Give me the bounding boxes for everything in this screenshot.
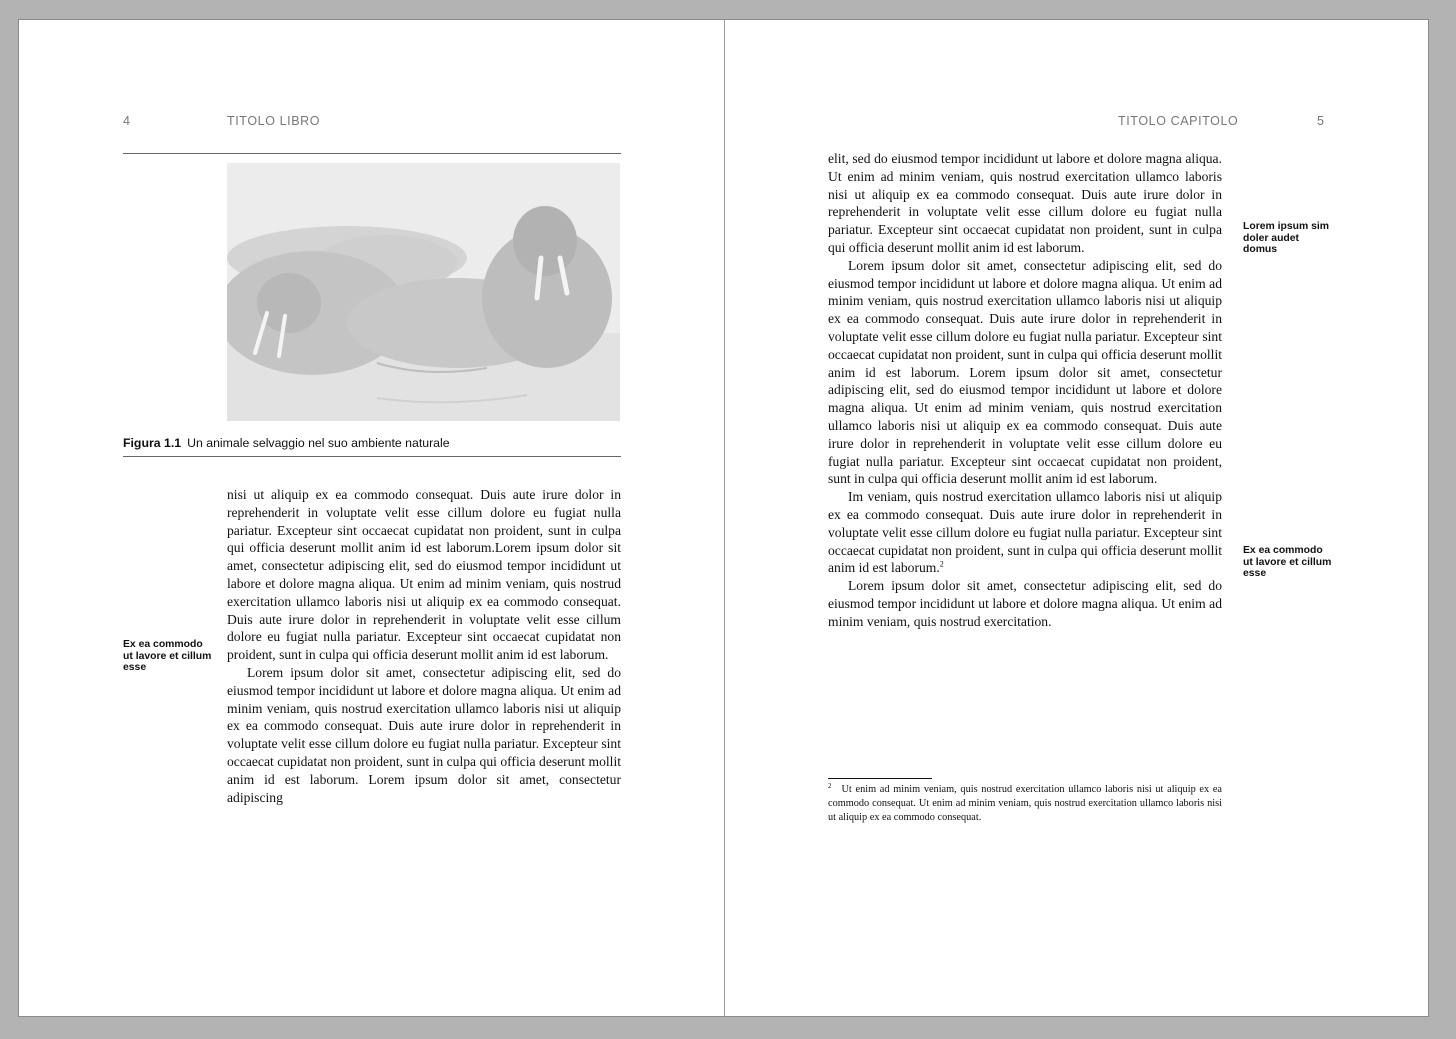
paragraph: Lorem ipsum dolor sit amet, consectetur adipiscing elit, sed do eiusmod tempor incididunt ut labore et dolore magna aliqua. Ut enim ad minim veniam, quis nostrud exercitation ullamco laboris nisi ut aliquip ex ea commodo consequat. Duis aute irure dolor in reprehenderit in voluptate velit esse cillum dolore eu fugiat nulla pariatur. Excepteur sint occaecat cupidatat non proident, sunt in culpa qui officia deserunt mollit anim id est laborum. Lorem ipsum dolor sit amet, consectetur adipiscing elit, sed do eiusmod tempor incididunt ut labore et dolore magna aliqua. Ut enim ad minim veniam, quis nostrud exercitation ullamco laboris nisi ut aliquip ex ea commodo consequat. Duis aute irure dolor in reprehenderit in voluptate velit esse cillum dolore eu fugiat nulla pariatur. Excepteur sint occaecat cupidatat non proident, sunt in culpa qui officia deserunt mollit anim id est laborum. — [828, 257, 1222, 487]
left-running-head: TITOLO LIBRO — [227, 114, 321, 128]
right-running-head: TITOLO CAPITOLO — [1118, 114, 1239, 128]
paragraph: Lorem ipsum dolor sit amet, consectetur adipiscing elit, sed do eiusmod tempor incididunt ut labore et dolore magna aliqua. Ut enim ad minim veniam, quis nostrud exercitation ullamco laboris nisi ut aliquip ex ea commodo consequat. Duis aute irure dolor in reprehenderit in voluptate velit esse cillum dolore eu fugiat nulla pariatur. Excepteur sint occaecat cupidatat non proident, sunt in culpa qui officia deserunt mollit anim id est laborum. Lorem ipsum dolor sit amet, consectetur adipiscing — [227, 664, 621, 805]
figure-photo — [227, 163, 620, 421]
walrus-illustration — [227, 163, 620, 421]
paragraph: elit, sed do eiusmod tempor incididunt ut labore et dolore magna aliqua. Ut enim ad minim veniam, quis nostrud exercitation ullamco laboris nisi ut aliquip ex ea commodo consequat. Duis aute irure dolor in reprehenderit in voluptate velit esse cillum dolore eu fugiat nulla pariatur. Excepteur sint occaecat cupidatat non proident, sunt in culpa qui officia deserunt mollit anim id est laborum. — [828, 151, 1222, 255]
footnote-reference[interactable]: 2 — [939, 559, 944, 569]
paragraph: nisi ut aliquip ex ea commodo consequat. Duis aute irure dolor in reprehenderit in voluptate velit esse cillum dolore eu fugiat nulla pariatur. Excepteur sint occaecat cupidatat non proident, sunt in culpa qui officia deserunt mollit anim id est laborum.Lorem ipsum dolor sit amet, consectetur adipiscing elit, sed do eiusmod tempor incididunt ut labore et dolore magna aliqua. Ut enim ad minim veniam, quis nostrud exercitation ullamco laboris nisi ut aliquip ex ea commodo consequat. Duis aute irure dolor in reprehenderit in voluptate velit esse cillum dolore eu fugiat nulla pariatur. Excepteur sint occaecat cupidatat non proident, sunt in culpa qui officia deserunt mollit anim id est laborum. — [227, 487, 621, 663]
left-margin-note: Ex ea commodo ut lavore et cillum esse — [123, 639, 212, 674]
figure-caption-text: Un animale selvaggio nel suo ambiente naturale — [187, 436, 450, 450]
footnote — [828, 783, 1222, 826]
paragraph — [828, 488, 1222, 577]
figure-label: Figura 1.1 — [123, 436, 182, 450]
figure-caption — [123, 436, 450, 450]
right-margin-note-1: Lorem ipsum sim doler audet domus — [1243, 221, 1330, 256]
footnote-number: 2 — [828, 781, 832, 790]
right-page-number: 5 — [1317, 114, 1325, 128]
footnote-text: Ut enim ad minim veniam, quis nostrud exercitation ullamco laboris nisi ut aliquip ex ea commodo consequat. Ut enim ad minim veniam, quis nostrud exercitation ullamco laboris nisi ut aliquip ex ea commodo consequat. — [828, 784, 1222, 824]
paragraph: Lorem ipsum dolor sit amet, consectetur adipiscing elit, sed do eiusmod tempor incididunt ut labore et dolore magna aliqua. Ut enim ad minim veniam, quis nostrud exercitation. — [828, 578, 1222, 629]
left-page-number: 4 — [123, 114, 131, 128]
book-spread — [18, 19, 1429, 1017]
paragraph-text: Im veniam, quis nostrud exercitation ullamco laboris nisi ut aliquip ex ea commodo consequat. Duis aute irure dolor in reprehenderit in voluptate velit esse cillum dolore eu fugiat nulla pariatur. Excepteur sint occaecat cupidatat non proident, sunt in culpa qui officia deserunt mollit anim id est laborum. — [828, 489, 1222, 576]
gutter-line — [724, 20, 725, 1016]
header-rule — [123, 153, 621, 154]
right-margin-note-2: Ex ea commodo ut lavore et cillum esse — [1243, 545, 1332, 580]
footnote-rule — [828, 778, 932, 779]
caption-rule — [123, 456, 621, 457]
left-body-text — [227, 486, 621, 806]
right-body-text — [828, 150, 1222, 631]
